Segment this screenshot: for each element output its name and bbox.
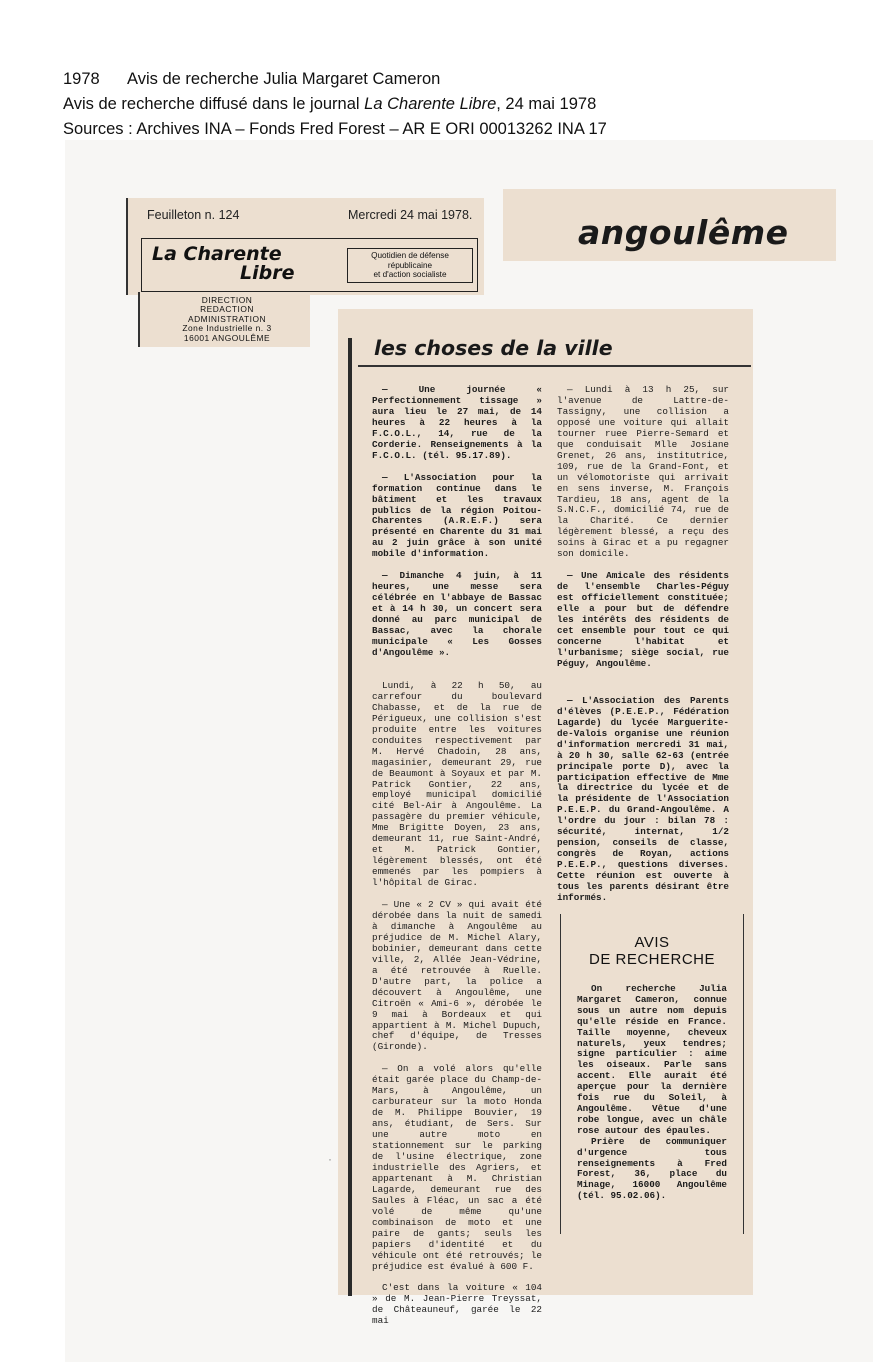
address-clipping-edge [138,292,140,347]
addr-direction: DIRECTION [201,295,253,305]
rubric-underline [358,365,751,367]
left-column [372,385,542,1327]
issue-date: Mercredi 24 mai 1978. [348,208,473,222]
article-paragraph: — On a volé alors qu'elle était garée place du Champ-de-Mars, à Angoulême, un carburateur sur la moto Honda de M. Philippe Bouvier, 19 ans, étudiant, de Sers. Sur une autre moto en stationnement sur le parking de l'usine électrique, zone industrielle des Agriers, et appartenant à M. Christian Lagarde, demeurant rue des Saules à Fléac, un sac a été volé de même qu'une combinaison de moto et une paire de gants; seuls les papiers d'identité et du véhicule ont été retrouvés; le préjudice est évalué à 600 F. [372,1063,542,1272]
tagline-3: et d'action socialiste [373,270,447,279]
avis-title-line-2: DE RECHERCHE [588,951,715,968]
masthead [141,238,478,292]
avis-title-line-1: AVIS [634,934,670,951]
article-paragraph: Lundi, à 22 h 50, au carrefour du boulevard Chabasse, et de la rue de Périgueux, une collision s'est produite entre les voitures conduites respectivement par M. Hervé Chadoin, 28 ans, magasinier, demeurant 29, rue de Beaumont à Soyaux et par M. Patrick Gontier, 22 ans, employé municipal domicilié cité Bel-Air à Angoulême. La passagère du premier véhicule, Mme Brigitte Doyen, 23 ans, demeurant 11, rue Saint-André, et M. Patrick Gontier, légèrement blessés, ont été emmenés par les pompiers à l'hôpital de Girac. [372,679,542,889]
caption-line-1 [63,67,440,91]
article-paragraph: C'est dans la voiture « 104 » de M. Jean-Pierre Treyssat, de Châteauneuf, garée le 22 mai [372,1282,542,1327]
column-rule [348,338,352,1296]
feuilleton-number: Feuilleton n. 124 [147,208,240,222]
article-paragraph: — Dimanche 4 juin, à 11 heures, une messe sera célébrée en l'abbaye de Bassac et à 14 h 30, un concert sera donné au parc municipal de Bassac, avec la chorale municipale « Les Gosses d'Angoulême ». [372,570,542,658]
caption-title: Avis de recherche Julia Margaret Cameron [127,70,441,88]
addr-administration: ADMINISTRATION [187,313,267,324]
addr-zone: Zone Industrielle n. 3 [182,323,272,334]
masthead-tagline [347,248,473,283]
caption-sources: Sources : Archives INA – Fonds Fred Forest – AR E ORI 00013262 INA 17 [63,120,607,138]
article-paragraph: — Une journée « Perfectionnement tissage » aura lieu le 27 mai, de 14 heures à 22 heures à la F.C.O.L., 14, rue de la Corderie. Renseignements à la F.C.O.L. (tél. 95.17.89). [372,384,542,461]
section-city-title: angoulême [578,213,789,252]
avis-paragraph: Prière de communiquer d'urgence tous renseignements à Fred Forest, 36, place du Minage, 16000 Angoulême (tél. 95.02.06). [577,1135,727,1202]
rubric-title: les choses de la ville [374,336,613,360]
newspaper-logo [152,245,294,283]
addr-city: 16001 ANGOULÊME [183,332,271,343]
avis-de-recherche-box [560,914,744,1234]
logo-line-1: La Charente [152,243,282,265]
addr-redaction: REDACTION [200,304,254,315]
avis-paragraph: On recherche Julia Margaret Cameron, connue sous un autre nom depuis qu'elle réside en France. Taille moyenne, cheveux naturels, yeux tendres; signe particulier : aime les oiseaux. Parle sans accent. Elle aurait été aperçue pour la dernière fois rue du Soleil, à Angoulême. Vêtue d'une robe longue, avec un châle rose autour des épaules. [577,983,727,1136]
tagline-1: Quotidien de défense [371,251,449,260]
avis-body [577,984,727,1202]
caption-line-2-start: Avis de recherche diffusé dans le journal [63,95,365,113]
caption-line-2 [63,92,596,116]
article-paragraph: — L'Association des Parents d'élèves (P.E.E.P., Fédération Lagarde) du lycée Marguerite-de-Valois organise une réunion d'information mercredi 31 mai, à 20 h 30, salle 62-63 (entrée principale porte D), avec la participation effective de Mme la directrice du lycée et de la présidente de l'Association P.E.E.P. du Grand-Angoulême. A l'ordre du jour : bilan 78 : sécurité, internat, 1/2 pension, conseils de classe, congrès de Royan, actions P.E.E.P., questions diverses. Cette réunion est ouverte à tous les parents désirant être informés. [557,694,729,903]
article-paragraph: — Une Amicale des résidents de l'ensemble Charles-Péguy est officiellement constituée; elle a pour but de défendre les intérêts des résidents de cet ensemble pour tout ce qui concerne l'habitat et l'urbanisme; siège social, rue Péguy, Angoulême. [557,570,729,669]
article-paragraph: — L'Association pour la formation continue dans le bâtiment et les travaux publics de la région Poitou-Charentes (A.R.E.F.) sera présenté en Charente du 31 mai au 2 juin grâce à son unité mobile d'information. [372,471,542,560]
caption-year: 1978 [63,70,100,88]
article-paragraph: — Lundi à 13 h 25, sur l'avenue de Lattre-de-Tassigny, une collision a opposé une voiture qui allait tourner ruee Pierre-Semard et que conduisait Mlle Josiane Grenet, 26 ans, institutrice, 109, rue de la Grand-Font, et un vélomotoriste qui arrivait en sens inverse, M. François Tardieu, 18 ans, agent de la S.N.C.F., domicilié 74, rue de la Charité. Ce dernier légèrement blessé, a reçu des soins à Girac et a pu regagner son domicile. [557,384,729,560]
tagline-2: républicaine [387,260,433,270]
article-paragraph: — Une « 2 CV » qui avait été dérobée dans la nuit de samedi à dimanche à Angoulême au préjudice de M. Michel Alary, bobinier, demeurant dans cette ville, 2, Allée Jean-Védrine, a été retrouvée à Ruelle. D'autre part, la police a découvert à Angoulême, une Citroën « Ami-6 », dérobée le 9 mai à Bordeaux et qui appartient à M. Michel Dupuch, chef d'équipe, de Tresses (Gironde). [372,899,542,1053]
caption-line-2-end: , 24 mai 1978 [496,95,597,113]
address-block [147,296,307,343]
caption-newspaper-name: La Charente Libre [364,95,497,113]
header-clipping-edge [126,198,128,295]
avis-title [561,934,743,968]
logo-line-2: Libre [240,262,295,284]
right-column [557,385,729,915]
scan-mark: · [328,1152,332,1166]
